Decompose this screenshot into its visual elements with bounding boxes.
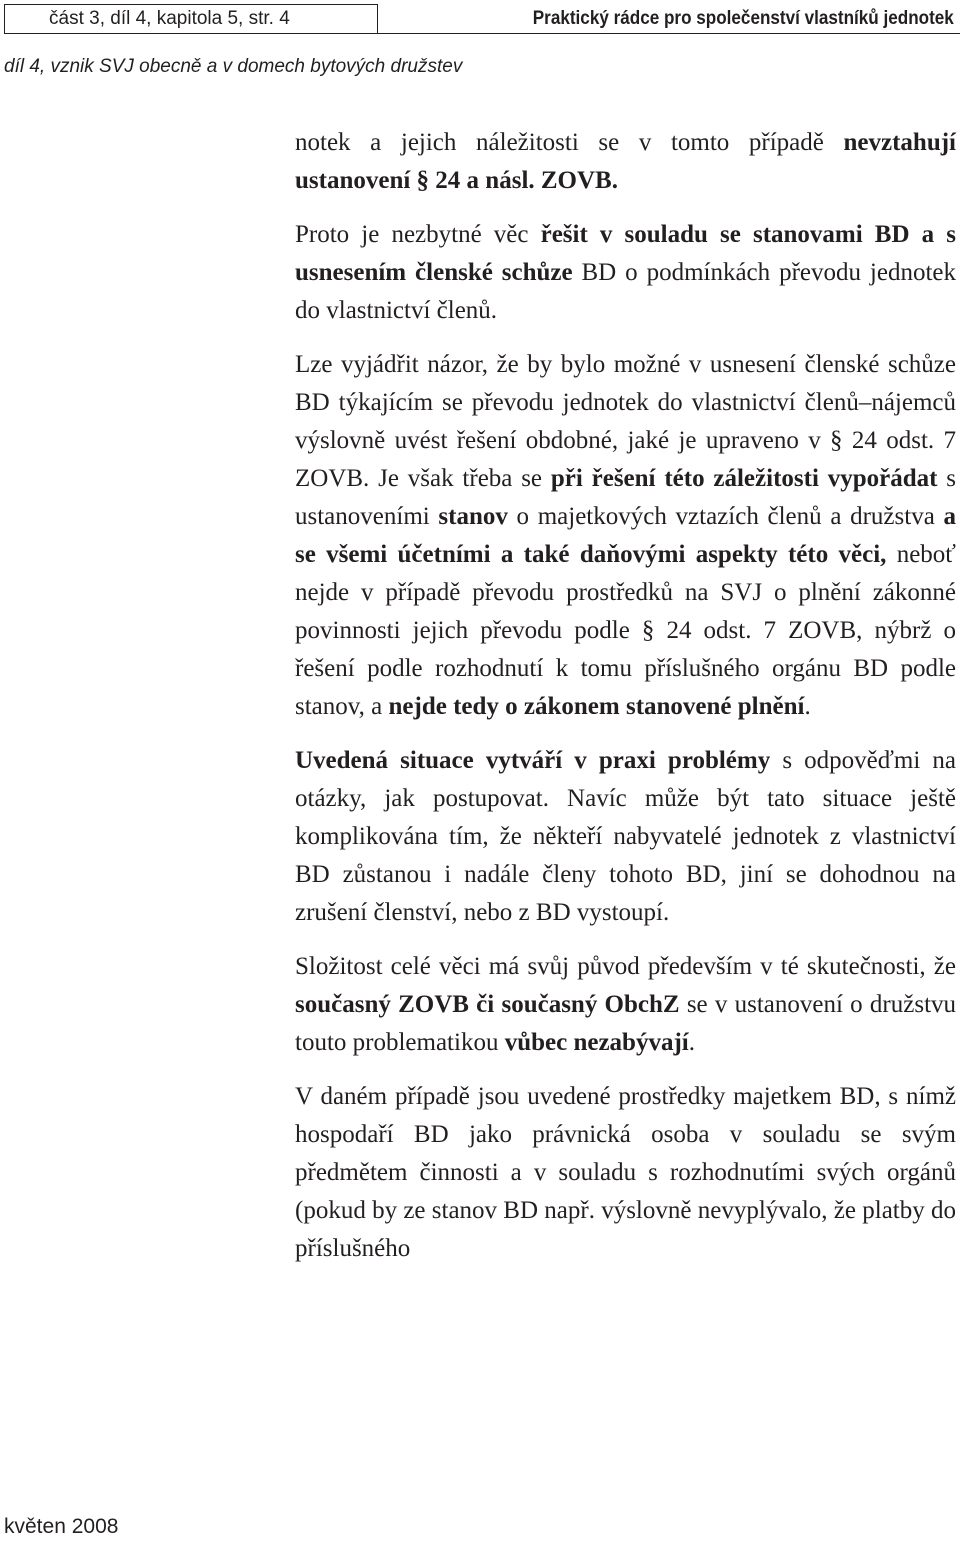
text-run: BD o podmínkách převodu jednotek do vlastnictví členů. xyxy=(295,259,956,324)
text-run: V daném případě jsou uvedené prostředky majetkem BD, s nímž hospodaří BD jako právnická osoba v souladu se svým předmětem činnosti a v souladu s rozhodnutími svých orgánů (pokud by ze stanov BD např. výslovně nevyplývalo, že platby do příslušného xyxy=(295,1083,956,1262)
paragraph xyxy=(295,346,956,726)
bold-run: stanov xyxy=(438,503,508,530)
header-title: Praktický rádce pro společenství vlastníků jednotek xyxy=(532,8,954,29)
text-run: . xyxy=(804,693,811,720)
paragraph xyxy=(295,742,956,932)
footer-date: květen 2008 xyxy=(4,1515,119,1538)
header-section-label: část 3, díl 4, kapitola 5, str. 4 xyxy=(49,8,290,29)
bold-run: nejde tedy o zákonem stanovené plnění xyxy=(388,693,805,720)
text-run: . xyxy=(688,1029,695,1056)
text-run: o majetkových vztazích členů a družstva xyxy=(507,503,944,530)
header-rule xyxy=(378,33,960,34)
bold-run: nevztahují ustanovení § 24 a násl. ZOVB. xyxy=(295,129,956,194)
paragraph xyxy=(295,216,956,330)
text-run: se v ustanovení o družstvu touto problematikou xyxy=(295,991,957,1056)
text-run: Lze vyjádřit názor, že by bylo možné v usnesení členské schůze BD týkajícím se převodu jednotek do vlastnictví členů–nájemců výslovně uvést řešení obdobné, jaké je upraveno v § 24 odst. 7 ZOVB. Je však třeba se xyxy=(295,351,956,492)
text-run: Složitost celé věci má svůj původ především v té skutečnosti, že xyxy=(295,953,956,980)
text-run: neboť nejde v případě převodu prostředků na SVJ o plnění zákonné povinnosti jejich převodu podle § 24 odst. 7 ZOVB, nýbrž o řešení podle rozhodnutí k tomu příslušného orgánu BD podle stanov, a xyxy=(295,541,956,720)
main-text xyxy=(295,124,956,1268)
paragraph xyxy=(295,948,956,1062)
paragraph xyxy=(295,1078,956,1268)
paragraph xyxy=(295,124,956,200)
text-run: Proto je nezbytné věc xyxy=(295,221,541,248)
text-run: notek a jejich náležitosti se v tomto případě xyxy=(295,129,844,156)
text-run: s odpověďmi na otázky, jak postupovat. Navíc může být tato situace ještě komplikována tím, že někteří nabyvatelé jednotek z vlastnictví BD zůstanou i nadále členy tohoto BD, jiní se dohodnou na zrušení členství, nebo z BD vystoupí. xyxy=(295,747,956,926)
subheader: díl 4, vznik SVJ obecně a v domech bytových družstev xyxy=(4,56,463,77)
bold-run: současný ZOVB či současný ObchZ xyxy=(295,991,680,1018)
bold-run: a se všemi účetními a také daňovými aspekty této věci, xyxy=(295,503,956,568)
bold-run: při řešení této záležitosti vypořádat xyxy=(550,465,938,492)
text-run: s ustanoveními xyxy=(295,465,957,530)
bold-run: Uvedená situace vytváří v praxi problémy xyxy=(295,747,771,774)
header-section-box xyxy=(4,4,378,34)
bold-run: vůbec nezabývají xyxy=(504,1029,689,1056)
bold-run: řešit v souladu se stanovami BD a s usnesením členské schůze xyxy=(295,221,956,286)
